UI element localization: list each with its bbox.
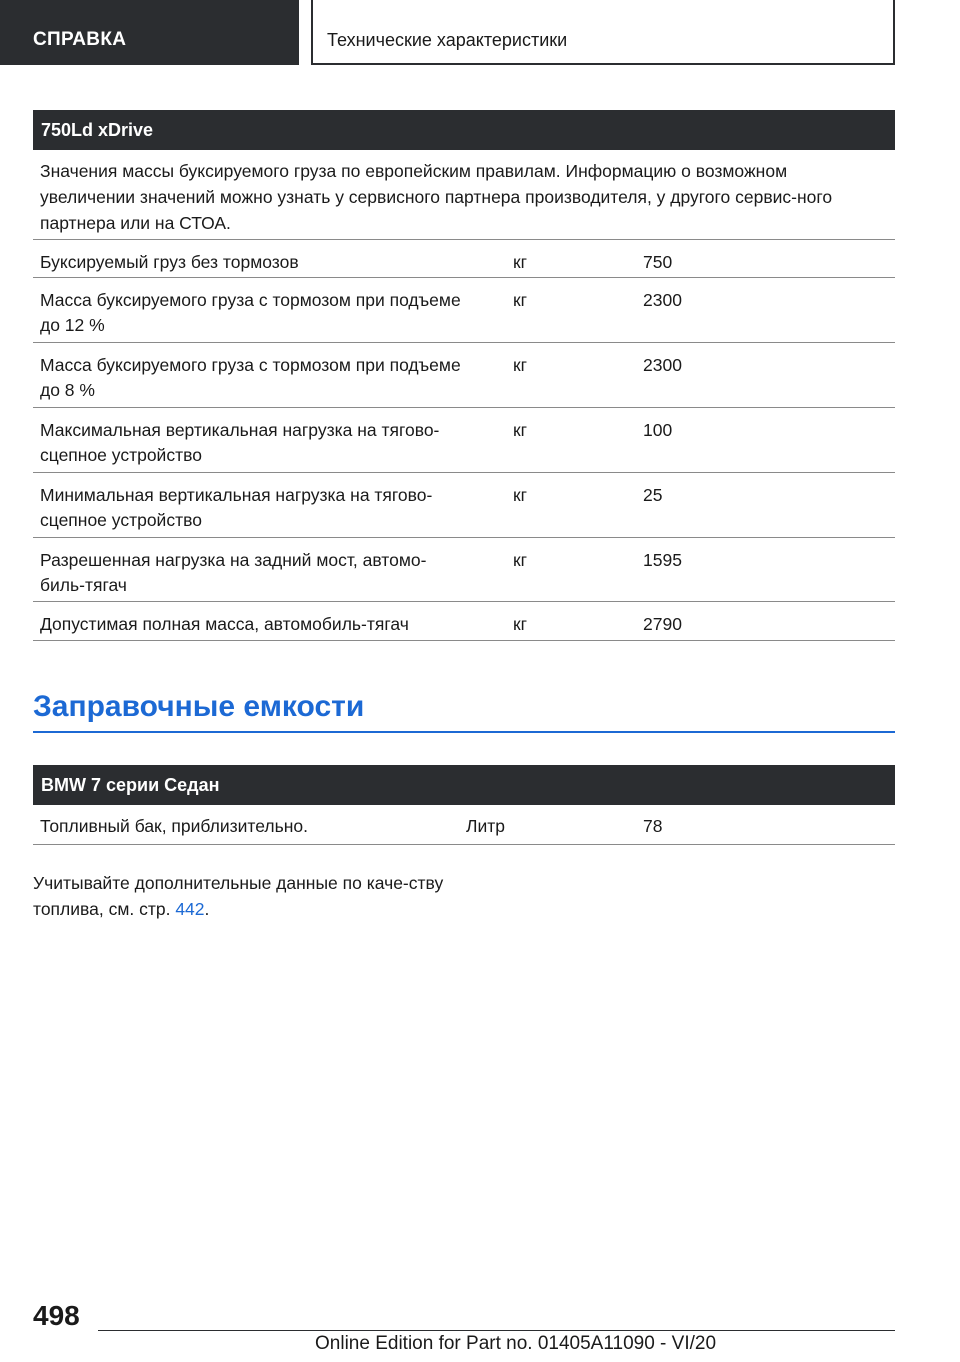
- row-value: 25: [643, 485, 663, 505]
- row-unit: кг: [513, 290, 528, 310]
- note-text: Учитывайте дополнительные данные по каче-ству топлива, см. стр.: [33, 873, 444, 919]
- section-divider: [33, 731, 895, 733]
- row-value: 1595: [643, 550, 682, 570]
- header-chapter-title: Технические характеристики: [311, 0, 895, 65]
- page-reference-link[interactable]: 442: [175, 899, 205, 919]
- table-row: [33, 343, 895, 408]
- row-unit: кг: [513, 420, 528, 440]
- page-number: 498: [33, 1300, 80, 1331]
- row-value: 78: [643, 816, 663, 836]
- row-value: 750: [643, 252, 673, 272]
- row-label: Допустимая полная масса, автомобиль-тягач: [40, 614, 409, 634]
- row-unit: Литр: [466, 816, 506, 836]
- section-title: Заправочные емкости: [33, 690, 365, 723]
- row-label: Максимальная вертикальная нагрузка на тягово-сцепное устройство: [40, 420, 440, 465]
- footer-edition: Online Edition for Part no. 01405A11090 - VI/20: [315, 1333, 717, 1354]
- fuel-quality-note: [33, 870, 453, 922]
- table-row: [33, 239, 895, 278]
- capacities-table-title: BMW 7 серии Седан: [33, 765, 895, 805]
- row-label: Масса буксируемого груза с тормозом при подъеме до 12 %: [40, 290, 461, 335]
- table-row: [33, 805, 895, 845]
- row-unit: кг: [513, 355, 528, 375]
- table-row: [33, 602, 895, 641]
- weights-table-title: 750Ld xDrive: [33, 110, 895, 150]
- row-label: Топливный бак, приблизительно.: [40, 816, 308, 836]
- header-section-tab: СПРАВКА: [0, 0, 299, 65]
- row-unit: кг: [513, 252, 528, 272]
- row-label: Минимальная вертикальная нагрузка на тягово-сцепное устройство: [40, 485, 433, 530]
- note-end: .: [204, 899, 210, 919]
- table-row: [33, 278, 895, 343]
- table-row: [33, 473, 895, 538]
- footer-divider: [98, 1330, 895, 1331]
- row-unit: кг: [513, 614, 528, 634]
- table-row: [33, 408, 895, 473]
- row-unit: кг: [513, 485, 528, 505]
- row-value: 100: [643, 420, 673, 440]
- row-value: 2300: [643, 290, 682, 310]
- table-row: [33, 538, 895, 602]
- row-label: Буксируемый груз без тормозов: [40, 252, 299, 272]
- row-unit: кг: [513, 550, 528, 570]
- row-value: 2790: [643, 614, 682, 634]
- weights-description: Значения массы буксируемого груза по европейским правилам. Информацию о возможном увеличении значений можно узнать у сервисного партнера производителя, у другого сервис-ного партнера или на СТОА.: [40, 161, 833, 233]
- row-label: Разрешенная нагрузка на задний мост, автомо-биль-тягач: [40, 550, 427, 595]
- row-value: 2300: [643, 355, 682, 375]
- row-label: Масса буксируемого груза с тормозом при подъеме до 8 %: [40, 355, 461, 400]
